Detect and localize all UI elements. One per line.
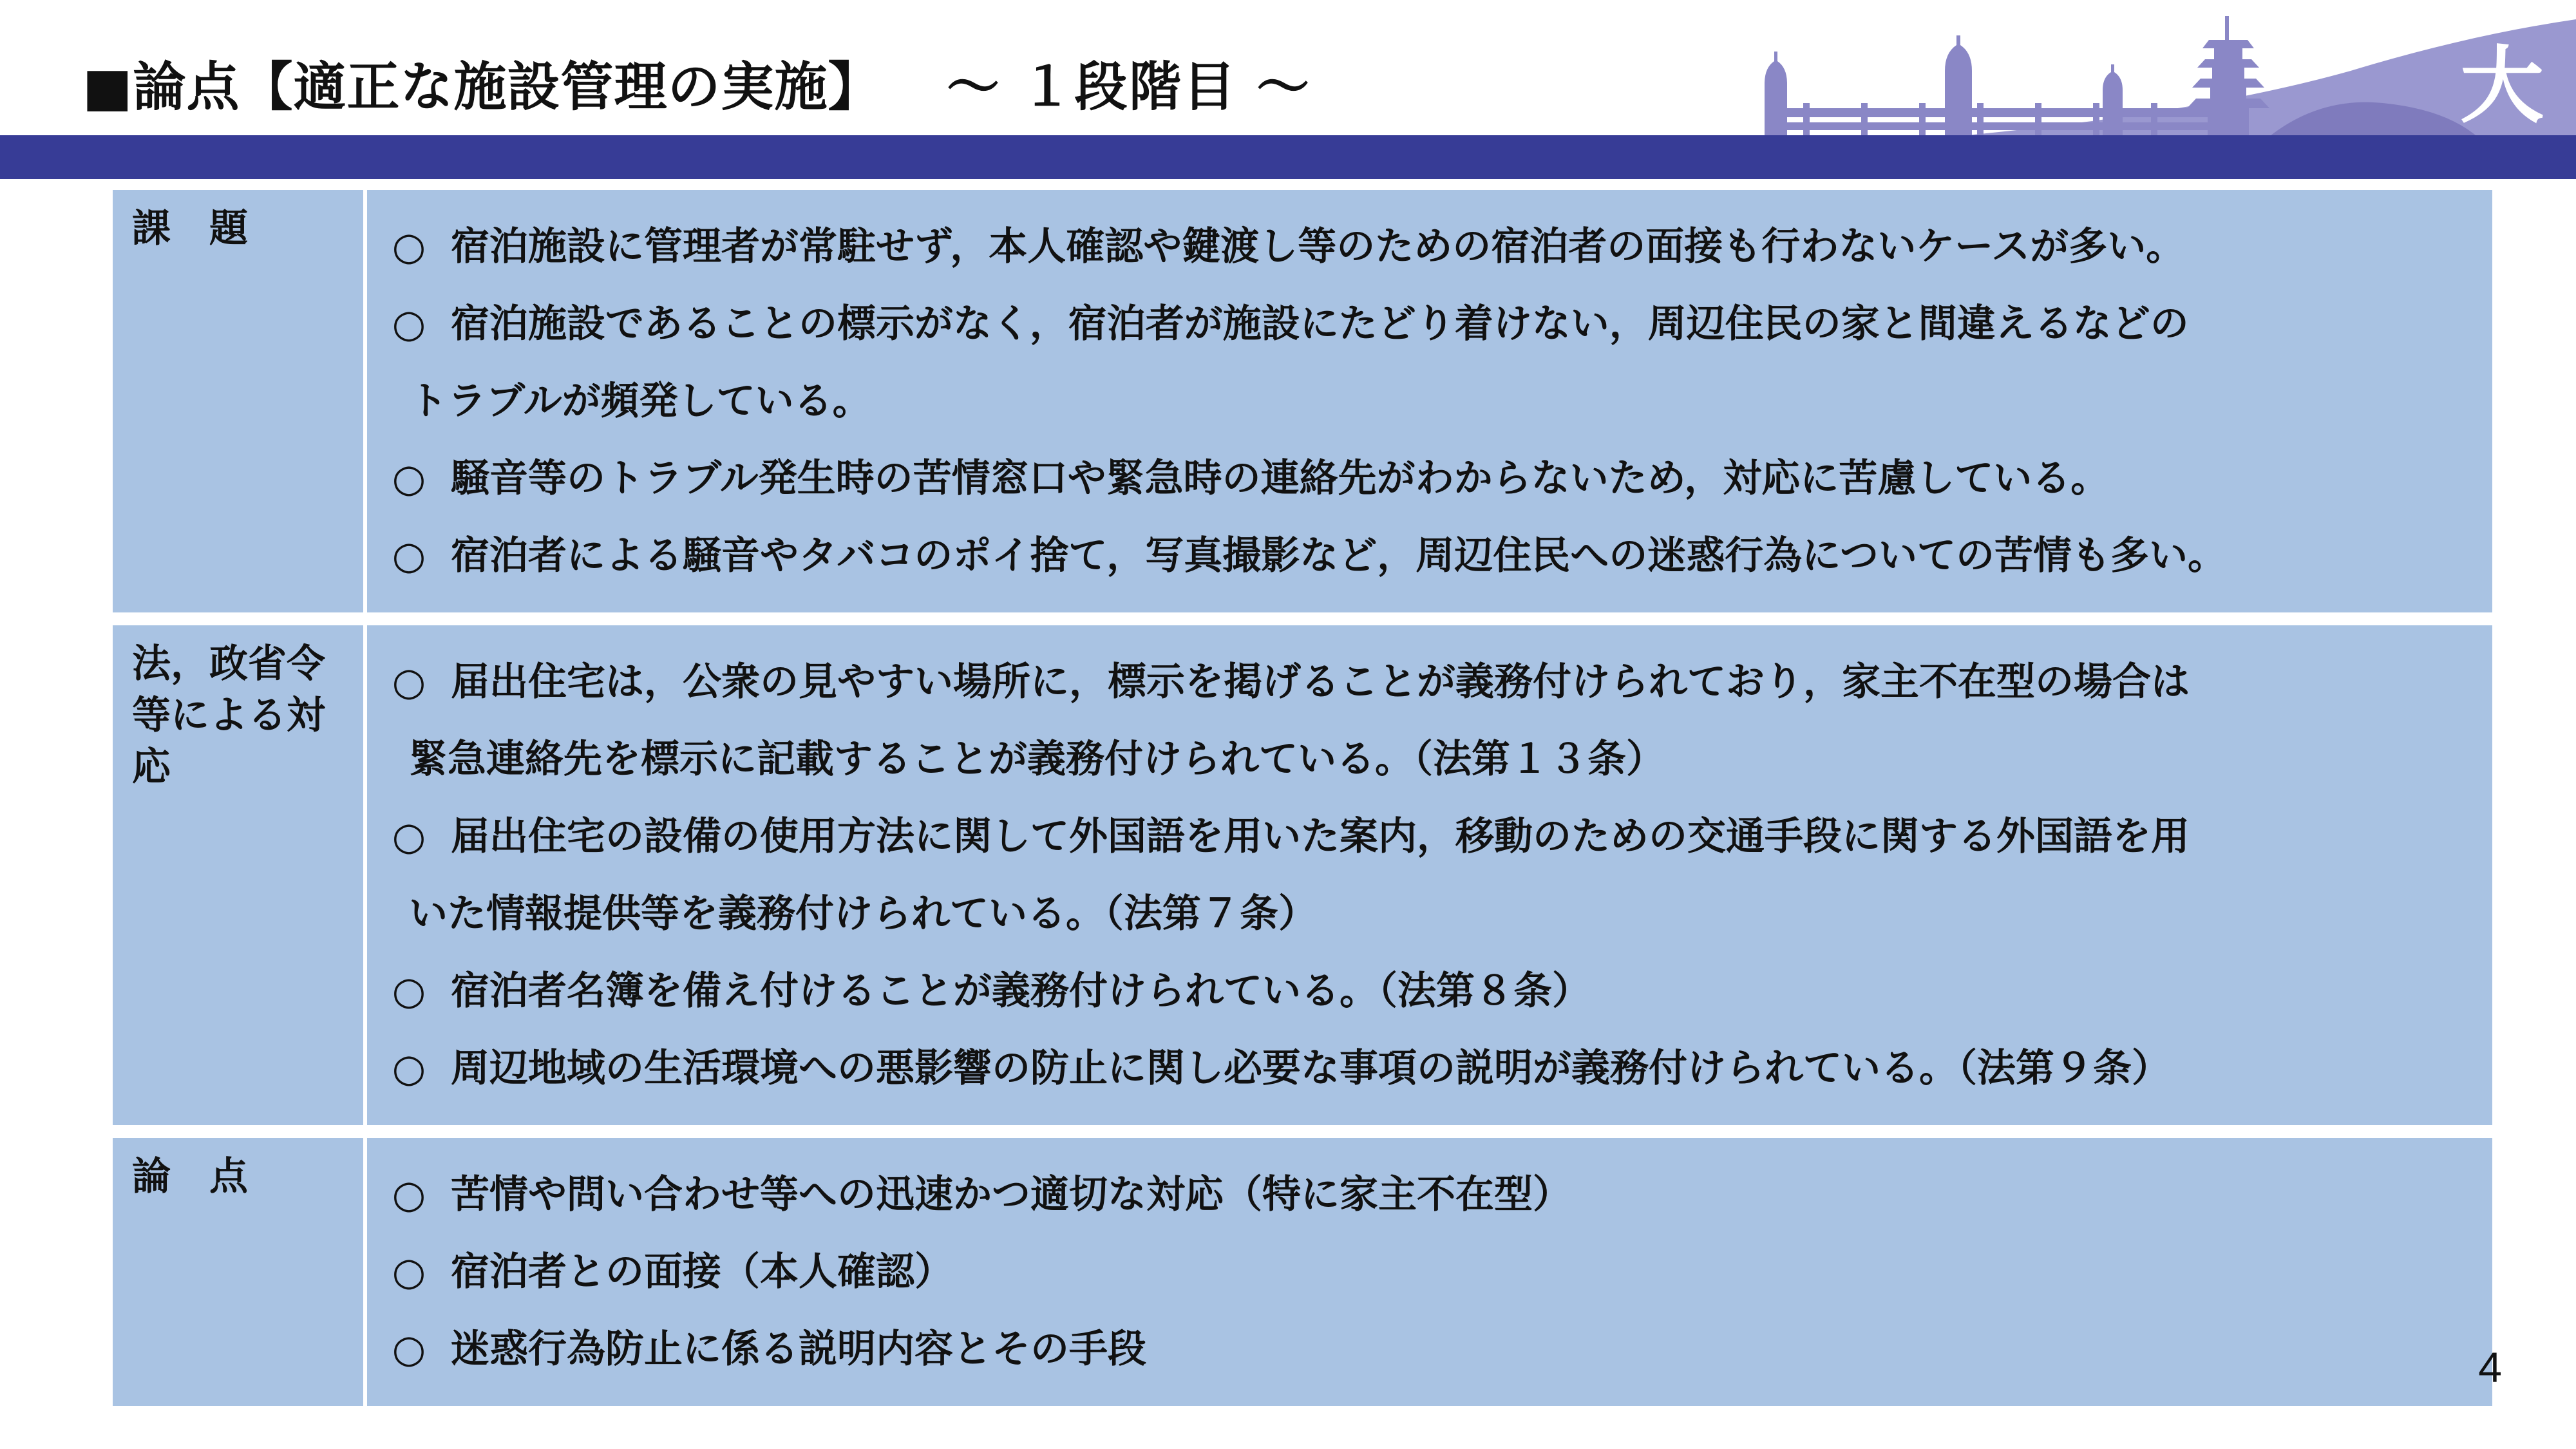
item-text	[451, 1233, 2492, 1311]
item-text	[451, 952, 2492, 1030]
item-text-continuation: 緊急連絡先を標示に記載することが義務付けられている。（法第１３条）	[409, 737, 1665, 782]
row-label: 論 点	[113, 1138, 367, 1406]
list-item	[367, 517, 2492, 594]
table-row	[113, 625, 2492, 1125]
row-label: 課 題	[113, 190, 367, 612]
item-text	[451, 440, 2492, 517]
item-text-line: 宿泊施設に管理者が常駐せず，本人確認や鍵渡し等のための宿泊者の面接も行わないケースが多い。	[451, 224, 2185, 269]
page-number: 4	[2478, 1343, 2502, 1391]
list-item	[367, 643, 2492, 798]
item-text	[451, 1156, 2492, 1233]
circle-bullet-icon: ○	[392, 1249, 426, 1294]
item-text	[409, 643, 2492, 798]
slide-subtitle: ～ １段階目 ～	[947, 57, 1311, 118]
item-text-line: 宿泊者名簿を備え付けることが義務付けられている。（法第８条）	[451, 969, 1591, 1014]
row-body	[367, 1138, 2492, 1406]
item-text-line: 騒音等のトラブル発生時の苦情窓口や緊急時の連絡先がわからないため，対応に苦慮している。	[451, 456, 2110, 501]
item-text-line: 宿泊者による騒音やタバコのポイ捨て，写真撮影など，周辺住民への迷惑行為についての苦情も多い。	[451, 533, 2226, 578]
row-body	[367, 625, 2492, 1125]
circle-bullet-icon: ○	[392, 969, 426, 1014]
list-item	[367, 1030, 2492, 1107]
content-table	[113, 190, 2492, 1419]
circle-bullet-icon: ○	[392, 1046, 426, 1091]
item-text	[451, 517, 2492, 594]
list-item	[367, 1311, 2492, 1388]
row-body	[367, 190, 2492, 612]
item-text	[451, 1311, 2492, 1388]
list-item	[367, 285, 2492, 440]
item-text-line: 届出住宅は，公衆の見やすい場所に，標示を掲げることが義務付けられており，家主不在型の場合は	[451, 659, 2190, 705]
list-item	[367, 1156, 2492, 1233]
item-text-line: 宿泊者との面接（本人確認）	[451, 1249, 953, 1294]
table-row	[113, 190, 2492, 612]
circle-bullet-icon: ○	[392, 533, 426, 578]
circle-bullet-icon: ○	[392, 301, 426, 346]
item-text-continuation: トラブルが頻発している。	[409, 379, 871, 424]
circle-bullet-icon: ○	[392, 224, 426, 269]
header-band	[0, 135, 2576, 179]
item-text-line: 苦情や問い合わせ等への迅速かつ適切な対応（特に家主不在型）	[451, 1172, 1571, 1217]
circle-bullet-icon: ○	[392, 1172, 426, 1217]
item-text	[409, 285, 2492, 440]
logo-character: 大	[2460, 37, 2544, 135]
item-text-line: 周辺地域の生活環境への悪影響の防止に関し必要な事項の説明が義務付けられている。（法第９条）	[451, 1046, 2170, 1091]
circle-bullet-icon: ○	[392, 456, 426, 501]
circle-bullet-icon: ○	[392, 814, 426, 859]
item-text-continuation: いた情報提供等を義務付けられている。（法第７条）	[409, 891, 1317, 936]
item-text	[451, 1030, 2492, 1107]
list-item	[367, 208, 2492, 285]
circle-bullet-icon: ○	[392, 659, 426, 705]
list-item	[367, 952, 2492, 1030]
slide-title: ■論点【適正な施設管理の実施】	[82, 57, 882, 118]
list-item	[367, 1233, 2492, 1311]
item-text-line: 届出住宅の設備の使用方法に関して外国語を用いた案内，移動のための交通手段に関する外国語を用	[451, 814, 2190, 859]
list-item	[367, 440, 2492, 517]
item-text	[451, 208, 2492, 285]
circle-bullet-icon: ○	[392, 1327, 426, 1372]
item-text	[409, 798, 2492, 952]
item-text-line: 宿泊施設であることの標示がなく，宿泊者が施設にたどり着けない，周辺住民の家と間違えるなどの	[451, 301, 2189, 346]
table-row	[113, 1138, 2492, 1406]
item-text-line: 迷惑行為防止に係る説明内容とその手段	[451, 1327, 1146, 1372]
city-skyline-illustration	[1739, 0, 2576, 138]
list-item	[367, 798, 2492, 952]
row-label: 法，政省令等による対応	[113, 625, 367, 1125]
